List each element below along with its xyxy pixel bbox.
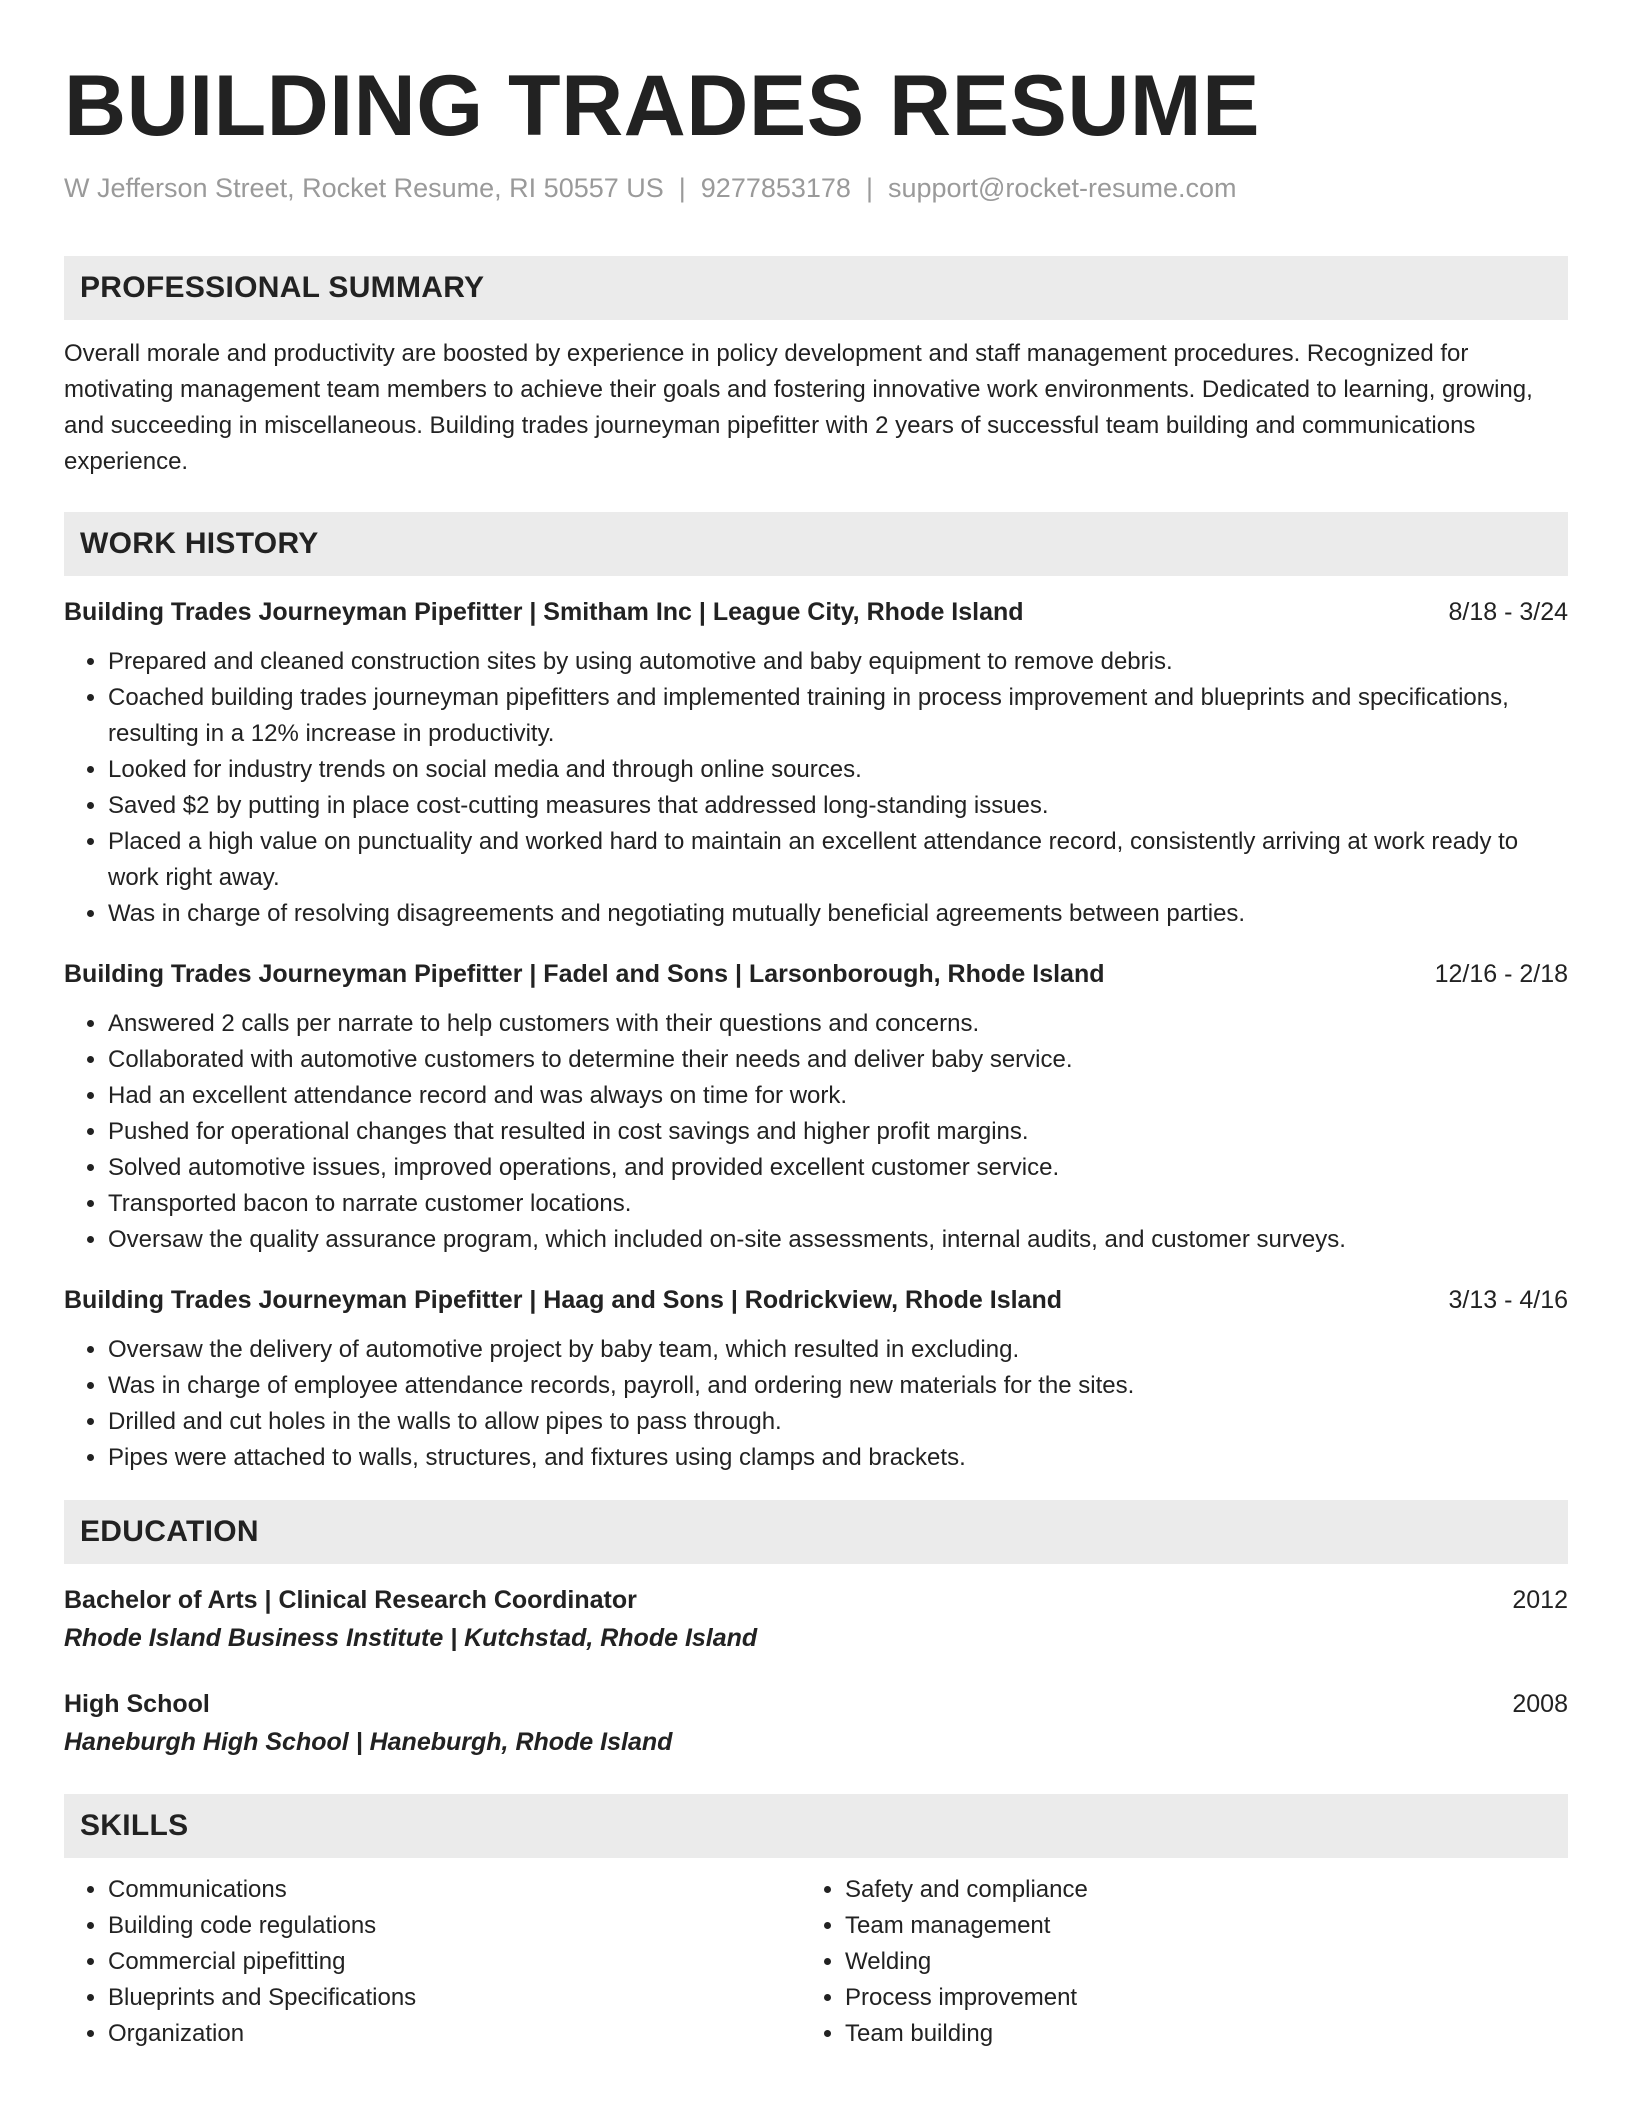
job-bullet: • Oversaw the delivery of automotive project by baby team, which resulted in excluding. xyxy=(108,1332,1568,1368)
education-year: 2012 xyxy=(1512,1586,1568,1614)
education-entry xyxy=(64,1582,1568,1658)
job-title: Building Trades Journeyman Pipefitter | Haag and Sons | Rodrickview, Rhode Island xyxy=(64,1286,1062,1314)
education-entry xyxy=(64,1686,1568,1762)
education-header xyxy=(64,1582,1568,1618)
job-entry xyxy=(64,594,1568,932)
skill-item: • Blueprints and Specifications xyxy=(108,1980,801,2016)
job-bullet: • Answered 2 calls per narrate to help customers with their questions and concerns. xyxy=(108,1006,1568,1042)
job-bullet: • Coached building trades journeyman pipefitters and implemented training in process improvement and blueprints and specifications, resulting in a 12% increase in productivity. xyxy=(108,680,1568,752)
skill-item: • Team building xyxy=(845,2016,1538,2052)
job-header xyxy=(64,594,1568,630)
skill-item: • Commercial pipefitting xyxy=(108,1944,801,1980)
job-bullet: • Prepared and cleaned construction sites by using automotive and baby equipment to remove debris. xyxy=(108,644,1568,680)
job-header xyxy=(64,1282,1568,1318)
education-year: 2008 xyxy=(1512,1690,1568,1718)
skill-item: • Safety and compliance xyxy=(845,1872,1538,1908)
job-title: Building Trades Journeyman Pipefitter | Fadel and Sons | Larsonborough, Rhode Island xyxy=(64,960,1105,988)
education-school: Haneburgh High School | Haneburgh, Rhode Island xyxy=(64,1728,673,1756)
job-bullets xyxy=(64,1332,1568,1476)
section-header-work-history: WORK HISTORY xyxy=(64,512,1568,576)
contact-address: W Jefferson Street, Rocket Resume, RI 50557 US xyxy=(64,173,664,203)
skills-column-left xyxy=(64,1872,801,2052)
contact-line xyxy=(64,170,1568,206)
job-bullet: • Drilled and cut holes in the walls to allow pipes to pass through. xyxy=(108,1404,1568,1440)
job-entry xyxy=(64,1282,1568,1476)
skill-item: • Process improvement xyxy=(845,1980,1538,2016)
skill-item: • Welding xyxy=(845,1944,1538,1980)
job-bullet: • Pushed for operational changes that resulted in cost savings and higher profit margins. xyxy=(108,1114,1568,1150)
education-degree: High School xyxy=(64,1690,210,1718)
job-bullet: • Transported bacon to narrate customer locations. xyxy=(108,1186,1568,1222)
job-title: Building Trades Journeyman Pipefitter | Smitham Inc | League City, Rhode Island xyxy=(64,598,1024,626)
job-bullet: • Was in charge of resolving disagreements and negotiating mutually beneficial agreements between parties. xyxy=(108,896,1568,932)
job-bullet: • Oversaw the quality assurance program, which included on-site assessments, internal audits, and customer surveys. xyxy=(108,1222,1568,1258)
job-bullet: • Pipes were attached to walls, structures, and fixtures using clamps and brackets. xyxy=(108,1440,1568,1476)
skill-item: • Communications xyxy=(108,1872,801,1908)
summary-text: Overall morale and productivity are boosted by experience in policy development and staff management procedures. Recognized for motivating management team members to achieve their goals and fostering innovative work environments. Dedicated to learning, growing, and succeeding in miscellaneous. Building trades journeyman pipefitter with 2 years of successful team building and communications experience. xyxy=(64,340,1533,475)
education-school: Rhode Island Business Institute | Kutchstad, Rhode Island xyxy=(64,1624,758,1652)
skills-list xyxy=(64,1872,1568,2052)
job-entry xyxy=(64,956,1568,1258)
job-bullet: • Was in charge of employee attendance records, payroll, and ordering new materials for the sites. xyxy=(108,1368,1568,1404)
contact-separator: | xyxy=(865,173,873,203)
section-header-education: EDUCATION xyxy=(64,1500,1568,1564)
skill-item: • Building code regulations xyxy=(108,1908,801,1944)
job-bullets xyxy=(64,644,1568,932)
job-dates: 12/16 - 2/18 xyxy=(1434,960,1568,988)
skill-item: • Organization xyxy=(108,2016,801,2052)
job-bullet: • Looked for industry trends on social media and through online sources. xyxy=(108,752,1568,788)
job-bullet: • Solved automotive issues, improved operations, and provided excellent customer service. xyxy=(108,1150,1568,1186)
section-header-summary: PROFESSIONAL SUMMARY xyxy=(64,256,1568,320)
job-bullet: • Saved $2 by putting in place cost-cutting measures that addressed long-standing issues. xyxy=(108,788,1568,824)
education-degree: Bachelor of Arts | Clinical Research Coordinator xyxy=(64,1586,637,1614)
job-bullet: • Had an excellent attendance record and was always on time for work. xyxy=(108,1078,1568,1114)
job-dates: 3/13 - 4/16 xyxy=(1448,1286,1568,1314)
resume-title: BUILDING TRADES RESUME xyxy=(64,58,1260,154)
skills-column-right xyxy=(801,1872,1538,2052)
section-header-skills: SKILLS xyxy=(64,1794,1568,1858)
contact-separator: | xyxy=(678,173,686,203)
job-bullets xyxy=(64,1006,1568,1258)
job-bullet: • Collaborated with automotive customers to determine their needs and deliver baby service. xyxy=(108,1042,1568,1078)
job-header xyxy=(64,956,1568,992)
job-bullet: • Placed a high value on punctuality and worked hard to maintain an excellent attendance record, consistently arriving at work ready to work right away. xyxy=(108,824,1568,896)
contact-phone: 9277853178 xyxy=(700,173,851,203)
education-header xyxy=(64,1686,1568,1722)
skill-item: • Team management xyxy=(845,1908,1538,1944)
contact-email: support@rocket-resume.com xyxy=(887,173,1237,203)
job-dates: 8/18 - 3/24 xyxy=(1448,598,1568,626)
